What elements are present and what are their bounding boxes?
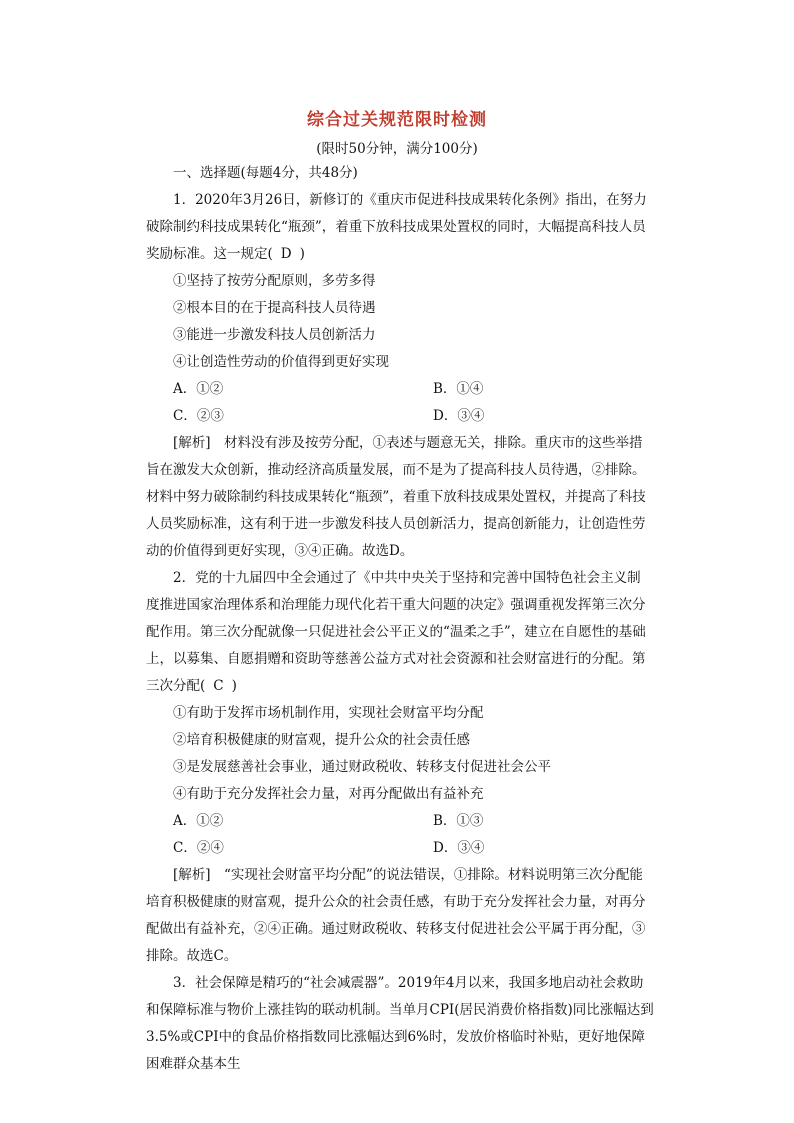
question-2-analysis: [解析] “实现社会财富平均分配”的说法错误，①排除。材料说明第三次分配能培育积极健康的财富观，提升公众的社会责任感，有助于充分发挥社会力量，对再分配做出有益补充，②④正确。通过财政税收、转移支付促进社会公平属于再分配，③排除。故选C。 — [146, 867, 646, 964]
question-2-stem: 2．党的十九届四中全会通过了《中共中央关于坚持和完善中国特色社会主义制度推进国家治理体系和治理能力现代化若干重大问题的决定》强调重视发挥第三次分配作用。第三次分配就像一只促进社会公平正义的“温柔之手”，建立在自愿性的基础上，以募集、自愿捐赠和资助等慈善公益方式对社会资源和社会财富进行的分配。第三次分配( C ) — [146, 570, 646, 694]
question-1-item: ③能进一步激发科技人员创新活力 — [173, 327, 376, 343]
option-b: B．①③ — [433, 813, 484, 829]
question-2-item: ④有助于充分发挥社会力量，对再分配做出有益补充 — [173, 786, 484, 802]
question-2-item: ①有助于发挥市场机制作用，实现社会财富平均分配 — [173, 705, 484, 721]
option-b: B．①④ — [433, 381, 484, 397]
question-1-item: ④让创造性劳动的价值得到更好实现 — [173, 354, 389, 370]
option-d: D．③④ — [433, 408, 485, 424]
question-2-answer: C — [213, 678, 224, 694]
page-title: 综合过关规范限时检测 — [307, 110, 487, 130]
page-subtitle: (限时50分钟，满分100分) — [316, 141, 478, 157]
question-1-item: ①坚持了按劳分配原则，多劳多得 — [173, 273, 376, 289]
question-1-item: ②根本目的在于提高科技人员待遇 — [173, 300, 376, 316]
question-1-text: 1．2020年3月26日，新修订的《重庆市促进科技成果转化条例》指出，在努力破除制约科技成果转化“瓶颈”，着重下放科技成果处置权的同时，大幅提高科技人员奖励标准。这一规定( — [146, 192, 647, 262]
option-c: C．②③ — [173, 408, 224, 424]
question-1-options-row — [146, 376, 654, 403]
option-a: A．①② — [173, 381, 224, 397]
question-1-stem: 1．2020年3月26日，新修订的《重庆市促进科技成果转化条例》指出，在努力破除制约科技成果转化“瓶颈”，着重下放科技成果处置权的同时，大幅提高科技人员奖励标准。这一规定( D ) — [146, 192, 647, 262]
option-d: D．③④ — [433, 840, 485, 856]
question-1-analysis: [解析] 材料没有涉及按劳分配，①表述与题意无关，排除。重庆市的这些举措旨在激发大众创新，推动经济高质量发展，而不是为了提高科技人员待遇，②排除。材料中努力破除制约科技成果转化“瓶颈”，着重下放科技成果处置权，并提高了科技人员奖励标准，这有利于进一步激发科技人员创新活力，提高创新能力，让创造性劳动的价值得到更好实现，③④正确。故选D。 — [146, 435, 646, 559]
question-1-options-row — [146, 403, 654, 430]
document-body — [146, 160, 654, 1078]
option-c: C．②④ — [173, 840, 224, 856]
question-2-text: 2．党的十九届四中全会通过了《中共中央关于坚持和完善中国特色社会主义制度推进国家治理体系和治理能力现代化若干重大问题的决定》强调重视发挥第三次分配作用。第三次分配就像一只促进社会公平正义的“温柔之手”，建立在自愿性的基础上，以募集、自愿捐赠和资助等慈善公益方式对社会资源和社会财富进行的分配。第三次分配( — [146, 570, 646, 694]
question-1-answer: D — [280, 246, 292, 262]
question-2-options-row — [146, 808, 654, 835]
question-2-options-row — [146, 835, 654, 862]
option-a: A．①② — [173, 813, 224, 829]
question-2-item: ②培育积极健康的财富观，提升公众的社会责任感 — [173, 732, 470, 748]
question-2-item: ③是发展慈善社会事业，通过财政税收、转移支付促进社会公平 — [173, 759, 551, 775]
question-3-stem: 3．社会保障是精巧的“社会减震器”。2019年4月以来，我国多地启动社会救助和保障标准与物价上涨挂钩的联动机制。当单月CPI(居民消费价格指数)同比涨幅达到3.5%或CPI中的食品价格指数同比涨幅达到6%时，发放价格临时补贴，更好地保障困难群众基本生 — [146, 975, 654, 1072]
section-heading: 一、选择题(每题4分，共48分) — [173, 165, 358, 181]
